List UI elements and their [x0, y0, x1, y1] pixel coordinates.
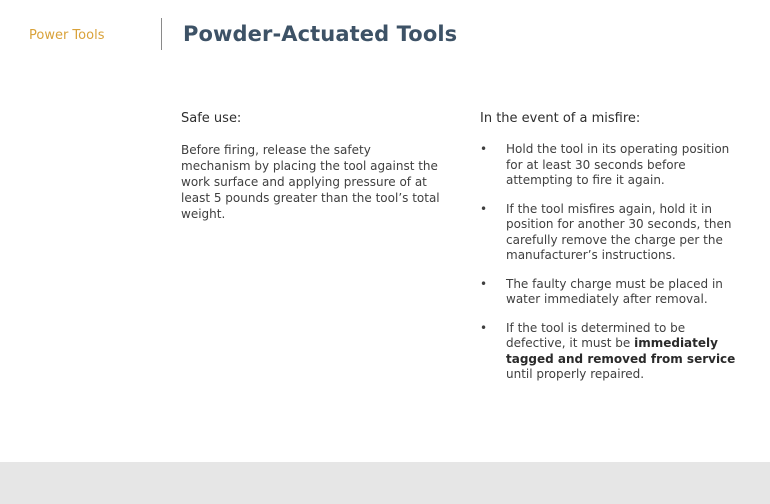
bullet-icon: •: [480, 201, 488, 216]
list-item: [480, 142, 740, 189]
list-item-text-after: until properly repaired.: [506, 367, 645, 381]
bullet-icon: •: [480, 320, 488, 335]
list-item-text-emphasis: immediately tagged and removed from service: [506, 336, 736, 366]
section-label: Power Tools: [29, 28, 105, 43]
misfire-column: [480, 111, 740, 396]
safe-use-column: [181, 111, 443, 222]
bullet-icon: •: [480, 142, 488, 156]
list-item-text-before: If the tool is determined to be defective, it must be: [506, 320, 686, 350]
list-item: [480, 321, 740, 383]
safe-use-text: Before firing, release the safety mechanism by placing the tool against the work surface and applying pressure of at least 5 pounds greater than the tool’s total weight.: [181, 143, 440, 221]
header-divider: [161, 18, 162, 50]
list-item: [480, 202, 740, 264]
list-item-text: If the tool misfires again, hold it in position for another 30 seconds, then carefully remove the charge per the manufacturer’s instructions.: [506, 201, 732, 262]
list-item-text: The faulty charge must be placed in water immediately after removal.: [506, 276, 723, 306]
list-item-text: Hold the tool in its operating position for at least 30 seconds before attempting to fire it again.: [506, 142, 730, 187]
footer-band: [0, 462, 770, 504]
misfire-list: [480, 142, 740, 383]
safe-use-heading: Safe use:: [181, 111, 242, 126]
page-title: Powder-Actuated Tools: [183, 22, 458, 46]
list-item: [480, 277, 740, 308]
misfire-heading: In the event of a misfire:: [480, 111, 641, 126]
bullet-icon: •: [480, 276, 488, 291]
